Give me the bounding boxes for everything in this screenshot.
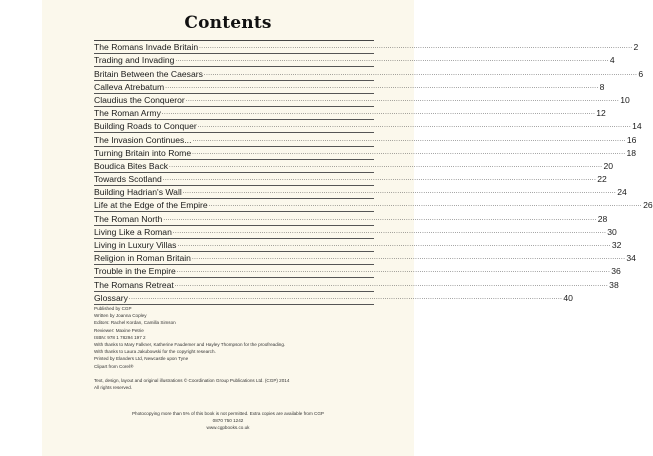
- credit-clipart: Clipart from Corel®: [94, 363, 134, 369]
- page-title: Contents: [184, 13, 272, 33]
- credit-copyright: Text, design, layout and original illustrations © Coordination Group Publications Ltd. (CGP) 2014: [94, 377, 290, 383]
- toc-entry-page: 36: [611, 266, 621, 277]
- toc-entry-page: 8: [599, 81, 605, 92]
- credit-printed-by: Printed by Elanders Ltd, Newcastle upon Tyne: [94, 356, 189, 362]
- toc-entry-page: 28: [597, 213, 608, 224]
- toc-entry: [94, 212, 608, 225]
- toc-entry-page: 40: [563, 292, 573, 303]
- toc-entry: [94, 81, 605, 94]
- toc-entry-title: The Roman Army: [94, 108, 161, 119]
- toc-entry: [94, 147, 637, 160]
- credit-thanks-copyright: With thanks to Laura Jakubowski for the copyright research.: [94, 349, 216, 355]
- toc-entry: [94, 120, 642, 133]
- toc-entry: [94, 41, 639, 54]
- toc-leader-dots: ........................................................................................................................................................................................................: [163, 215, 597, 222]
- toc-leader-dots: ........................................................................................................................................................................................................: [172, 228, 607, 235]
- toc-entry-title: Living in Luxury Villas: [94, 240, 177, 250]
- toc-entry-title: Boudica Bites Back: [94, 160, 169, 171]
- table-of-contents: [94, 40, 653, 305]
- toc-entry-page: 38: [609, 279, 619, 290]
- toc-entry-page: 6: [638, 68, 644, 79]
- credit-written-by: Written by Joanna Copley: [94, 313, 147, 319]
- toc-leader-dots: ........................................................................................................................................................................................................: [161, 110, 596, 117]
- toc-entry-page: 30: [607, 226, 617, 237]
- toc-leader-dots: ........................................................................................................................................................................................................: [199, 44, 633, 51]
- toc-entry-page: 22: [597, 174, 607, 185]
- footer: [42, 410, 414, 432]
- toc-entry: [94, 107, 606, 120]
- toc-entry-title: The Roman North: [94, 213, 163, 224]
- toc-leader-dots: ........................................................................................................................................................................................................: [177, 242, 611, 248]
- toc-entry-title: Trouble in the Empire: [94, 266, 176, 277]
- toc-entry-page: 26: [643, 200, 653, 211]
- toc-entry-title: The Romans Invade Britain: [94, 42, 199, 53]
- credit-editors: Editors: Rachel Kordan, Camilla Simson: [94, 320, 176, 326]
- toc-leader-dots: ........................................................................................................................................................................................................: [165, 83, 599, 90]
- toc-entry-page: 24: [617, 187, 627, 198]
- toc-entry-title: Towards Scotland: [94, 174, 162, 185]
- toc-leader-dots: ........................................................................................................................................................................................................: [174, 281, 609, 288]
- toc-leader-dots: ........................................................................................................................................................................................................: [208, 202, 643, 209]
- toc-entry-title: Life at the Edge of the Empire: [94, 200, 208, 211]
- toc-entry-page: 32: [611, 240, 622, 250]
- toc-entry: [94, 160, 614, 173]
- toc-entry: [94, 252, 636, 265]
- toc-entry-title: Trading and Invading: [94, 55, 175, 66]
- credit-isbn: ISBN: 978 1 78294 197 2: [94, 334, 146, 340]
- toc-leader-dots: ........................................................................................................................................................................................................: [197, 123, 632, 130]
- toc-entry-page: 34: [626, 253, 636, 264]
- toc-entry: [94, 199, 653, 212]
- toc-entry: [94, 133, 637, 146]
- toc-leader-dots: ........................................................................................................................................................................................................: [185, 96, 620, 103]
- toc-entry-title: The Invasion Continues...: [94, 134, 192, 145]
- toc-entry-page: 20: [603, 160, 614, 171]
- toc-leader-dots: ........................................................................................................................................................................................................: [203, 70, 638, 77]
- credit-reviewer: Reviewer: Maxine Petrie: [94, 327, 144, 333]
- toc-entry: [94, 54, 615, 67]
- toc-entry: [94, 173, 607, 186]
- credits-block: [94, 305, 384, 391]
- toc-entry: [94, 239, 622, 252]
- toc-leader-dots: ........................................................................................................................................................................................................: [128, 294, 563, 301]
- contents-page: [42, 0, 653, 456]
- toc-leader-dots: ........................................................................................................................................................................................................: [182, 189, 617, 196]
- toc-entry: [94, 67, 644, 80]
- footer-website: www.cgpbooks.co.uk: [206, 425, 250, 431]
- toc-entry-title: Building Hadrian's Wall: [94, 187, 182, 198]
- toc-leader-dots: ........................................................................................................................................................................................................: [162, 176, 597, 183]
- toc-entry: [94, 278, 619, 291]
- credit-rights: All rights reserved.: [94, 385, 133, 391]
- toc-entry-title: Turning Britain into Rome: [94, 147, 192, 158]
- toc-leader-dots: ........................................................................................................................................................................................................: [176, 268, 611, 275]
- toc-entry-title: Religion in Roman Britain: [94, 253, 191, 264]
- footer-photocopy-notice: Photocopying more than 5% of this book is not permitted. Extra copies are available from CGP: [131, 411, 324, 416]
- toc-entry: [94, 186, 627, 199]
- toc-leader-dots: ........................................................................................................................................................................................................: [175, 57, 609, 64]
- toc-entry-page: 4: [609, 55, 615, 66]
- footer-phone: 0870 750 1242: [212, 418, 244, 424]
- toc-entry-title: The Romans Retreat: [94, 279, 174, 290]
- toc-entry-title: Claudius the Conqueror: [94, 94, 185, 105]
- toc-leader-dots: ........................................................................................................................................................................................................: [192, 149, 626, 156]
- toc-entry-page: 18: [626, 147, 637, 158]
- toc-entry: [94, 226, 617, 239]
- toc-leader-dots: ........................................................................................................................................................................................................: [191, 255, 626, 262]
- toc-entry: [94, 94, 630, 107]
- toc-entry-page: 10: [620, 94, 630, 105]
- toc-entry: [94, 265, 621, 278]
- toc-entry-page: 14: [632, 121, 642, 132]
- toc-entry-title: Glossary: [94, 292, 128, 303]
- credit-thanks-proofreading: With thanks to Mary Falkner, Katherine Faudemer and Hayley Thompson for the proofreading.: [94, 342, 286, 348]
- credit-published-by: Published by CGP: [94, 306, 132, 311]
- toc-entry-title: Building Roads to Conquer: [94, 121, 197, 132]
- toc-entry-title: Living Like a Roman: [94, 226, 172, 237]
- toc-entry-page: 2: [633, 42, 639, 53]
- toc-leader-dots: ........................................................................................................................................................................................................: [192, 136, 626, 143]
- toc-entry-title: Britain Between the Caesars: [94, 68, 203, 79]
- toc-entry-page: 12: [596, 108, 606, 119]
- toc-entry: [94, 292, 573, 305]
- toc-entry-page: 16: [626, 134, 637, 145]
- toc-entry-title: Calleva Atrebatum: [94, 81, 165, 92]
- toc-leader-dots: ........................................................................................................................................................................................................: [169, 162, 603, 169]
